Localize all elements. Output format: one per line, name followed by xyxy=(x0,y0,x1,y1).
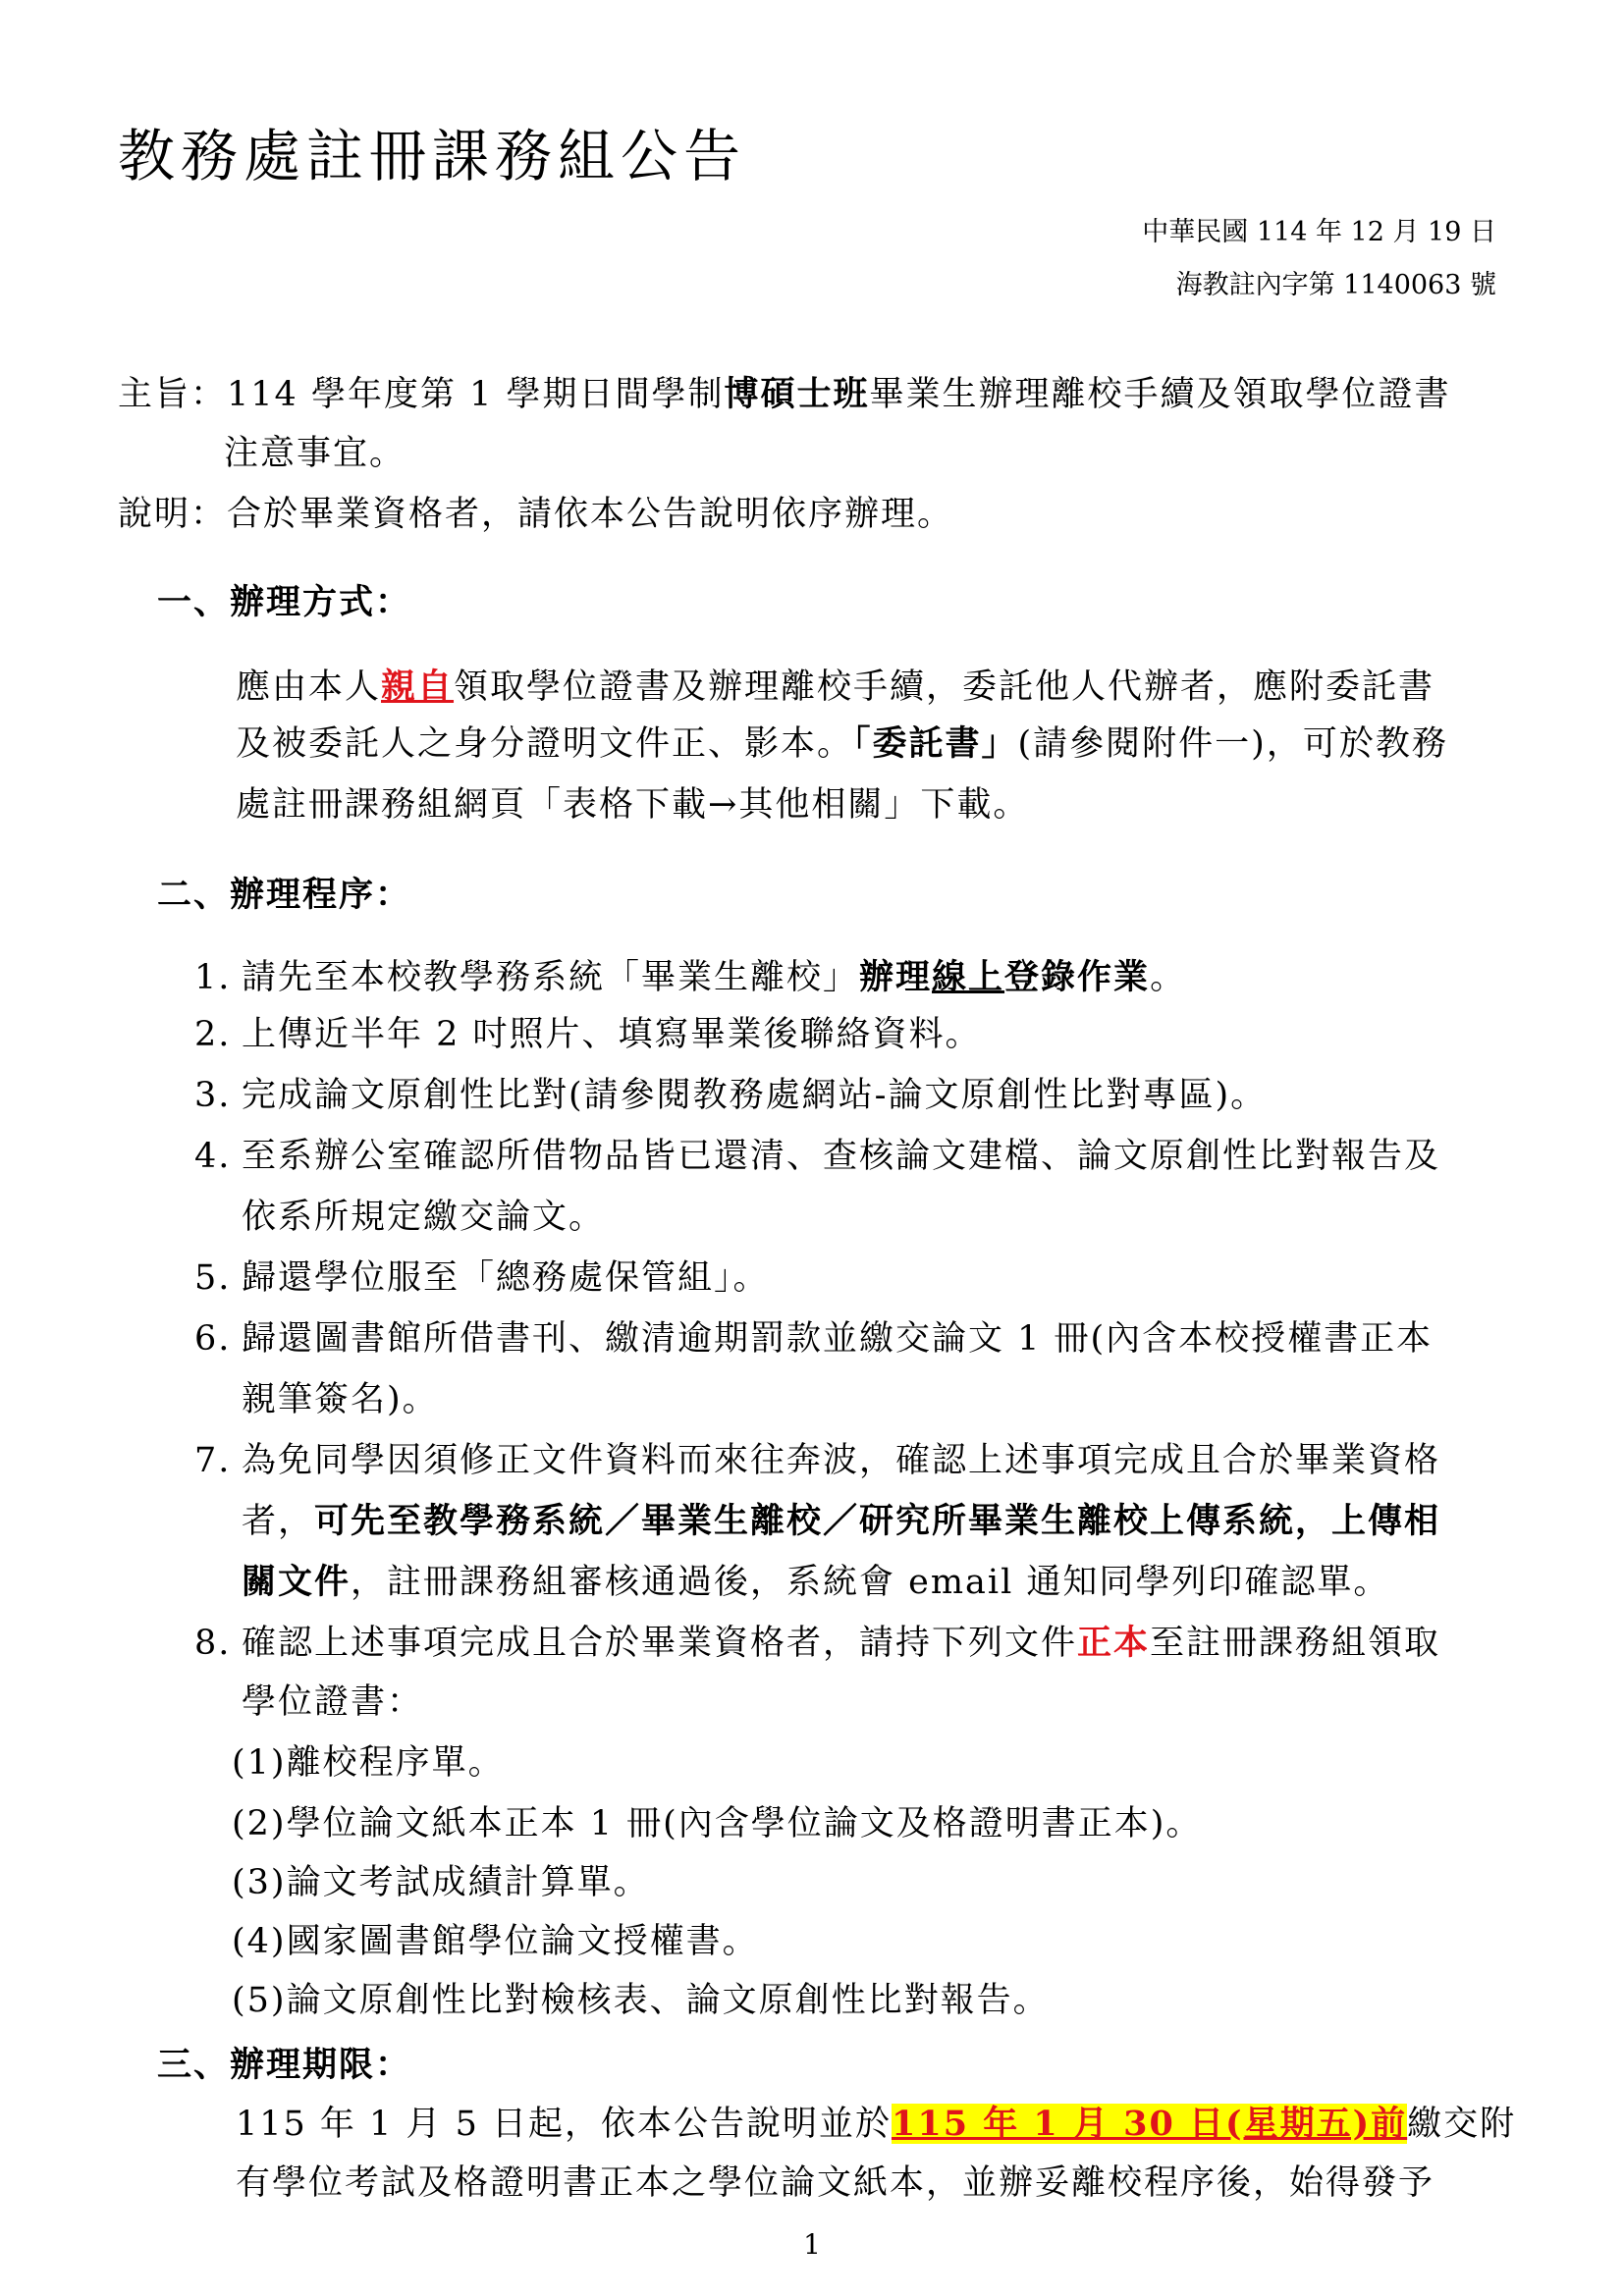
sec3-text: 115 年 1 月 5 日起，依本公告說明並於 xyxy=(236,2105,892,2144)
explanation-line: 說明：合於畢業資格者，請依本公告說明依序辦理。 xyxy=(118,495,954,534)
list-item-8-cont: 學位證書： xyxy=(242,1682,424,1722)
item-text: 上傳近半年 2 吋照片、填寫畢業後聯絡資料。 xyxy=(242,1015,982,1054)
sub-item-4: (4)國家圖書館學位論文授權書。 xyxy=(232,1922,759,1961)
list-item-7-cont-1 xyxy=(242,1494,1440,1543)
document-number: 海教註內字第 1140063 號 xyxy=(1175,270,1496,300)
list-item-2 xyxy=(194,1007,982,1056)
item-number: 3. xyxy=(194,1076,232,1115)
item-text: 歸還圖書館所借書刊、繳清逾期罰款並繳交論文 1 冊(內含本校授權書正本 xyxy=(242,1319,1434,1359)
list-item-6-cont: 親筆簽名)。 xyxy=(242,1380,439,1419)
item-number: 1. xyxy=(194,958,232,997)
item-text: 。 xyxy=(1150,958,1187,997)
sec1-bold-text: 「委託書」 xyxy=(853,723,1018,764)
section-1-line-2 xyxy=(236,717,1448,766)
item-red-text: 正本 xyxy=(1077,1623,1151,1663)
sub-item-1: (1)離校程序單。 xyxy=(232,1743,505,1783)
subject-label: 主旨： xyxy=(118,375,228,414)
list-item-1 xyxy=(194,950,1186,999)
section-2-heading: 二、辦理程序： xyxy=(157,875,412,915)
item-number: 5. xyxy=(194,1258,232,1298)
section-1-line-3: 處註冊課務組網頁「表格下載→其他相關」下載。 xyxy=(236,785,1030,825)
sec1-red-text: 親自 xyxy=(381,667,455,707)
item-text: 完成論文原創性比對(請參閱教務處網站-論文原創性比對專區)。 xyxy=(242,1076,1268,1115)
section-1-heading: 一、辦理方式： xyxy=(157,582,412,622)
item-text: 至系辦公室確認所借物品皆已還清、查核論文建檔、論文原創性比對報告及 xyxy=(242,1137,1441,1176)
deadline-highlight: 115 年 1 月 30 日(星期五)前 xyxy=(891,2104,1408,2144)
subject-text-1: 114 學年度第 1 學期日間學制 xyxy=(227,375,725,414)
subject-bold: 博碩士班 xyxy=(724,374,870,414)
item-number: 4. xyxy=(194,1137,232,1176)
item-text: 為免同學因須修正文件資料而來往奔波，確認上述事項完成且合於畢業資格 xyxy=(242,1441,1441,1480)
item-number: 7. xyxy=(194,1441,232,1480)
item-bold-text: 登錄作業 xyxy=(1004,957,1151,997)
list-item-4-cont: 依系所規定繳交論文。 xyxy=(242,1198,606,1237)
sec1-text: 應由本人 xyxy=(236,667,382,707)
item-bold-text: 關文件 xyxy=(242,1562,352,1602)
list-item-4 xyxy=(194,1129,1440,1178)
item-text: 至註冊課務組領取 xyxy=(1150,1624,1441,1663)
item-text: ，註冊課務組審核通過後，系統會 email 通知同學列印確認單。 xyxy=(351,1563,1390,1602)
section-3-line-1 xyxy=(236,2097,1516,2146)
item-bold-text: 辦理 xyxy=(859,957,933,997)
item-text: 者， xyxy=(242,1502,315,1541)
item-text: 確認上述事項完成且合於畢業資格者，請持下列文件 xyxy=(242,1624,1078,1663)
subject-continuation: 注意事宜。 xyxy=(224,434,406,473)
sub-item-5: (5)論文原創性比對檢核表、論文原創性比對報告。 xyxy=(232,1981,1050,2020)
list-item-7-cont-2 xyxy=(242,1555,1389,1604)
section-3-line-2: 有學位考試及格證明書正本之學位論文紙本，並辦妥離校程序後，始得發予 xyxy=(236,2163,1435,2203)
section-3-heading: 三、辦理期限： xyxy=(157,2045,412,2085)
item-number: 6. xyxy=(194,1319,232,1359)
subject-text-2: 畢業生辦理離校手續及領取學位證書 xyxy=(869,375,1451,414)
list-item-8 xyxy=(194,1616,1440,1665)
page-number: 1 xyxy=(803,2228,821,2261)
list-item-3 xyxy=(194,1068,1267,1117)
item-bold-text: 可先至教學務系統／畢業生離校／研究所畢業生離校上傳系統，上傳相 xyxy=(314,1501,1441,1541)
item-underlined-text: 線上 xyxy=(932,957,1005,997)
item-text: 歸還學位服至「總務處保管組」。 xyxy=(242,1258,770,1298)
list-item-6 xyxy=(194,1311,1433,1361)
sub-item-2: (2)學位論文紙本正本 1 冊(內含學位論文及格證明書正本)。 xyxy=(232,1804,1203,1843)
item-number: 8. xyxy=(194,1624,232,1663)
document-title: 教務處註冊課務組公告 xyxy=(118,123,747,189)
issue-date: 中華民國 114 年 12 月 19 日 xyxy=(1142,217,1496,247)
subject-line xyxy=(118,367,1451,416)
sec3-text: 繳交附 xyxy=(1407,2105,1517,2144)
sec1-text: 及被委託人之身分證明文件正、影本。 xyxy=(236,724,854,764)
sec1-text: (請參閱附件一)，可於教務 xyxy=(1017,724,1448,764)
item-number: 2. xyxy=(194,1015,232,1054)
list-item-7 xyxy=(194,1433,1440,1482)
list-item-5 xyxy=(194,1251,770,1300)
sub-item-3: (3)論文考試成績計算單。 xyxy=(232,1863,650,1902)
item-text: 請先至本校教學務系統「畢業生離校」 xyxy=(242,958,860,997)
sec1-text: 領取學位證書及辦理離校手續，委託他人代辦者，應附委託書 xyxy=(454,667,1435,707)
section-1-line-1 xyxy=(236,660,1435,709)
